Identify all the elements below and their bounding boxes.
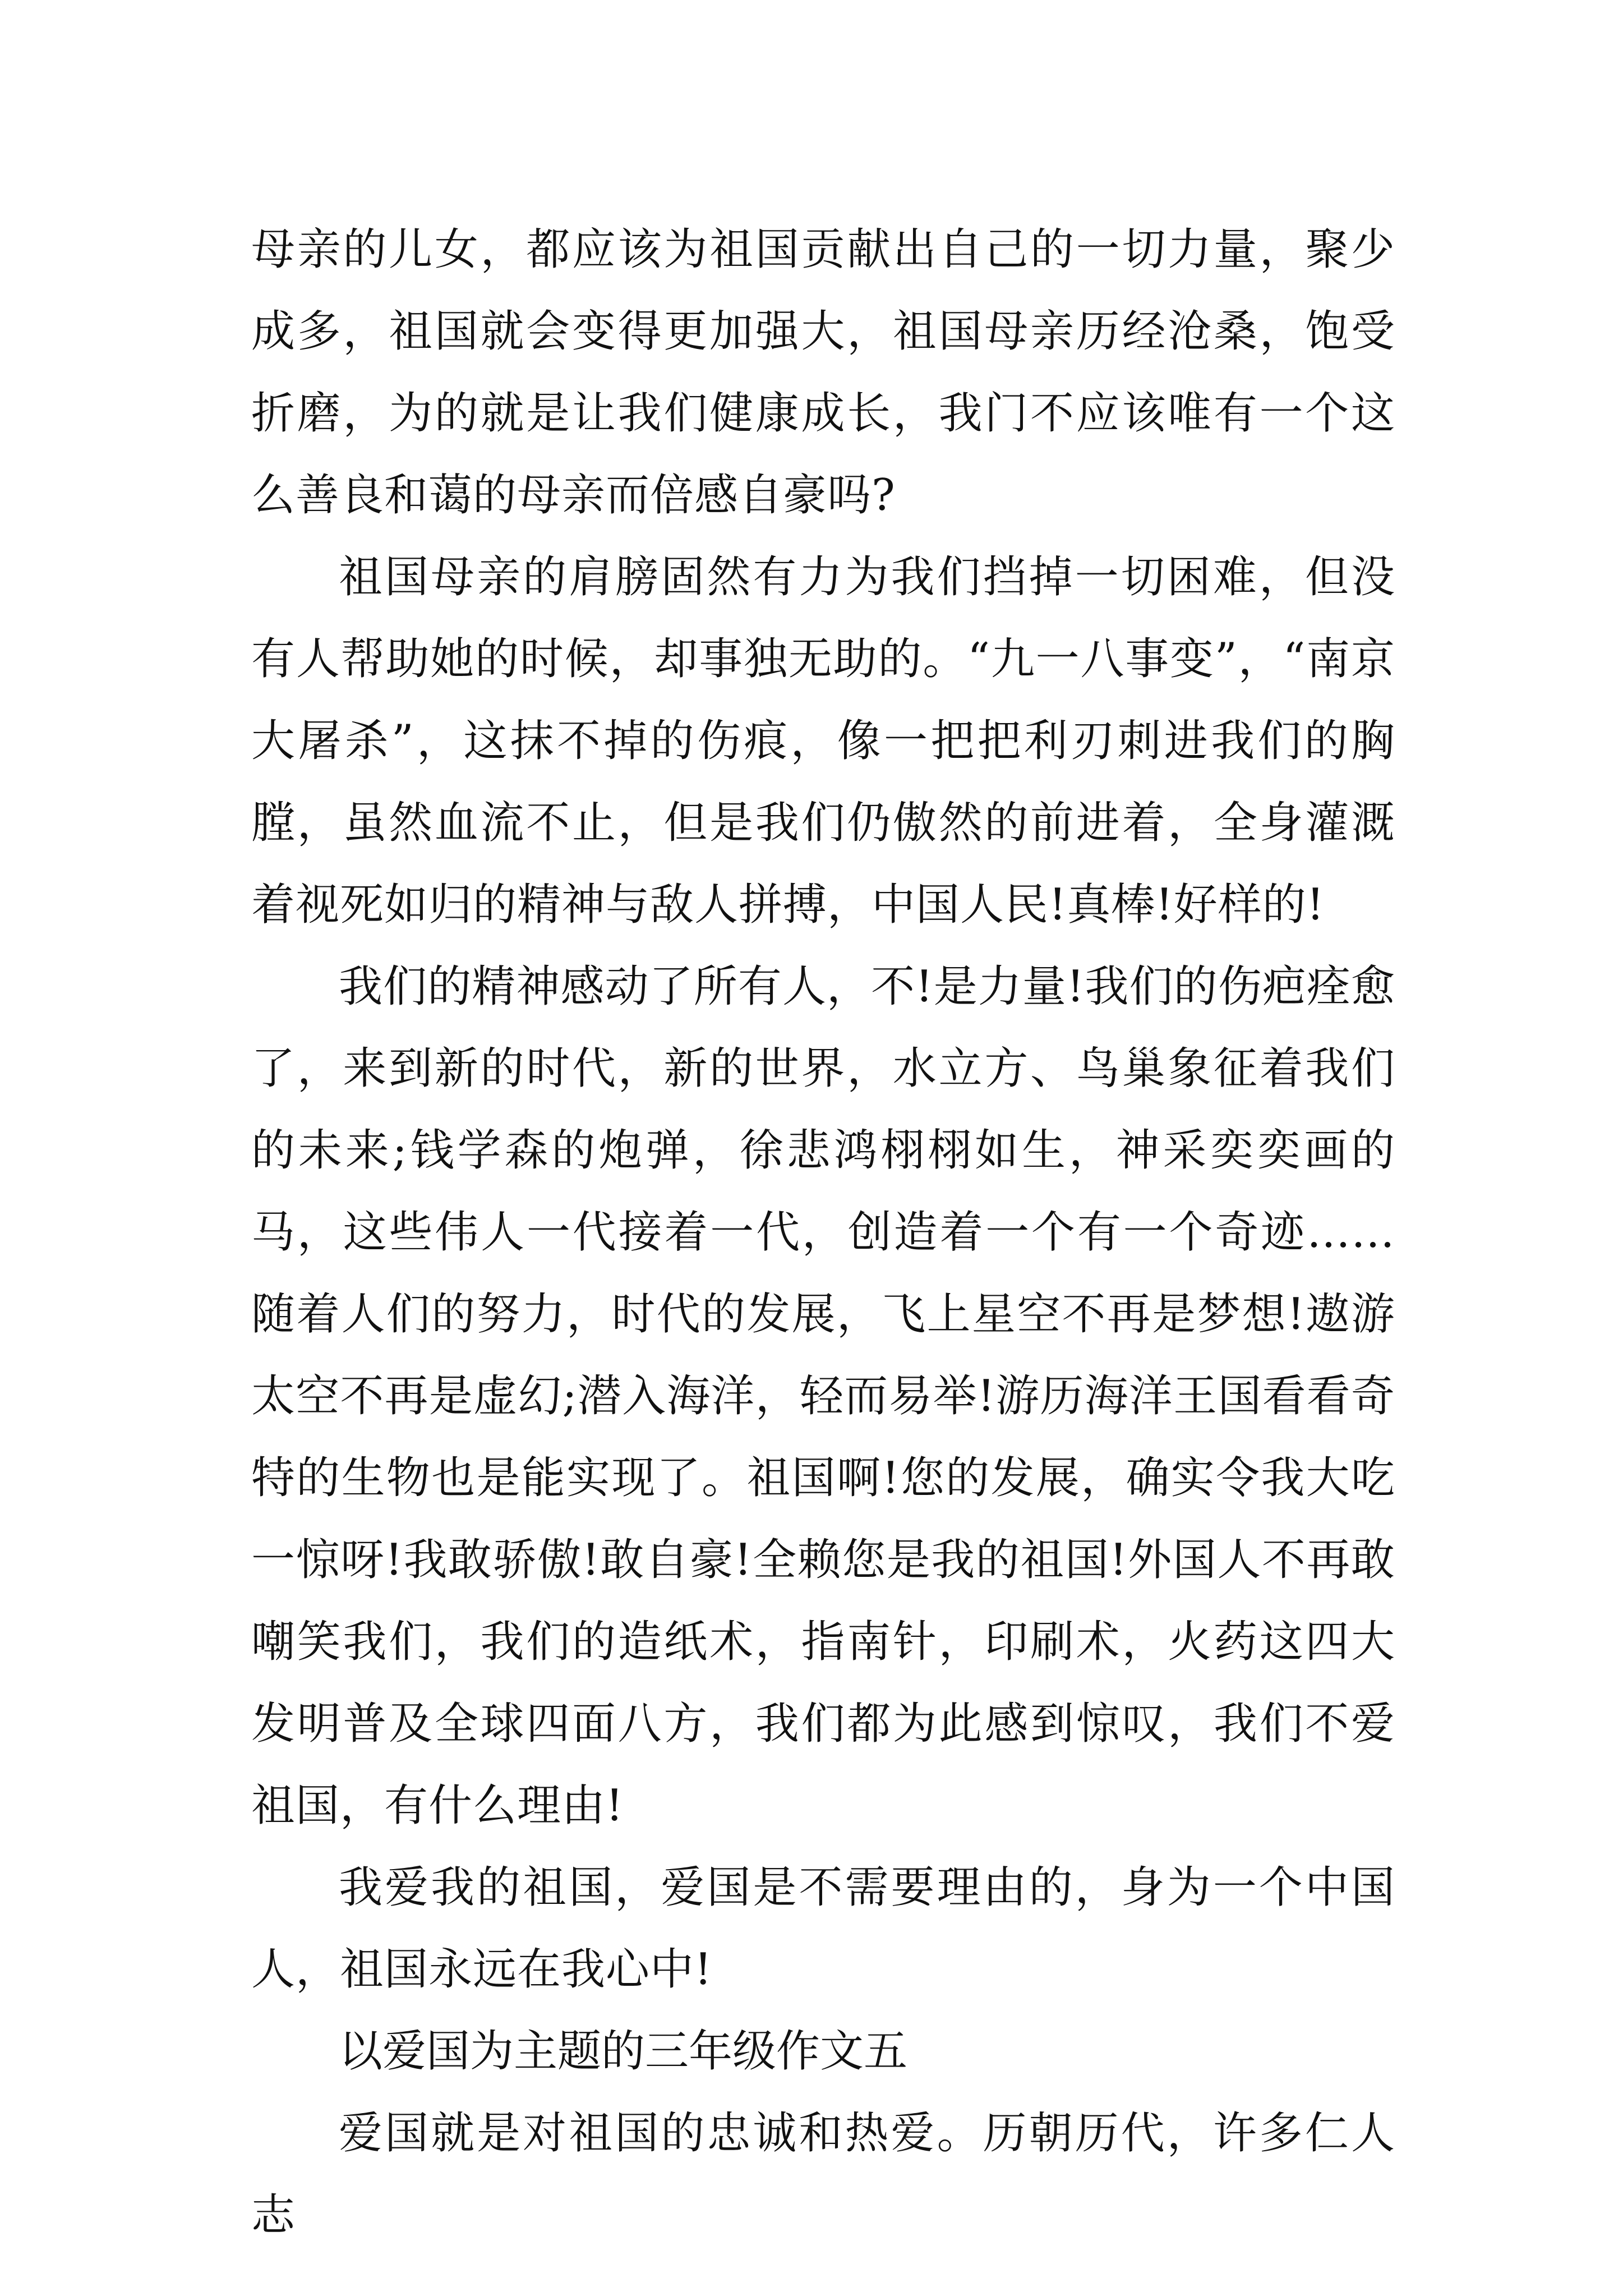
paragraph-4: 我爱我的祖国，爱国是不需要理由的，身为一个中国人，祖国永远在我心中! xyxy=(251,1862,1395,1995)
paragraph-1: 母亲的儿女，都应该为祖国贡献出自己的一切力量，聚少成多，祖国就会变得更加强大，祖国母亲历经沧桑，饱受折磨，为的就是让我们健康成长，我门不应该唯有一个这么善良和蔼的母亲而倍感自豪吗? xyxy=(251,224,1395,521)
paragraph-3: 我们的精神感动了所有人，不!是力量!我们的伤疤痊愈了，来到新的时代，新的世界，水立方、鸟巢象征着我们的未来;钱学森的炮弹，徐悲鸿栩栩如生，神采奕奕画的马，这些伟人一代接着一代，创造着一个有一个奇迹……随着人们的努力，时代的发展，飞上星空不再是梦想!遨游太空不再是虚幻;潜入海洋，轻而易举!游历海洋王国看看奇特的生物也是能实现了。祖国啊!您的发展，确实令我大吃一惊呀!我敢骄傲!敢自豪!全赖您是我的祖国!外国人不再敢嘲笑我们，我们的造纸术，指南针，印刷术，火药这四大发明普及全球四面八方，我们都为此感到惊叹，我们不爱祖国，有什么理由! xyxy=(251,961,1395,1831)
paragraph-2: 祖国母亲的肩膀固然有力为我们挡掉一切困难，但没有人帮助她的时候，却事独无助的。“九一八事变”，“南京大屠杀”，这抹不掉的伤痕，像一把把利刃刺进我们的胸膛，虽然血流不止，但是我们仍傲然的前进着，全身灌溉着视死如归的精神与敌人拼搏，中国人民!真棒!好样的! xyxy=(251,552,1395,930)
paragraph-5: 爱国就是对祖国的忠诚和热爱。历朝历代，许多仁人志 xyxy=(251,2108,1395,2240)
essay-title: 以爱国为主题的三年级作文五 xyxy=(339,2026,908,2077)
document-body xyxy=(251,209,1395,2256)
